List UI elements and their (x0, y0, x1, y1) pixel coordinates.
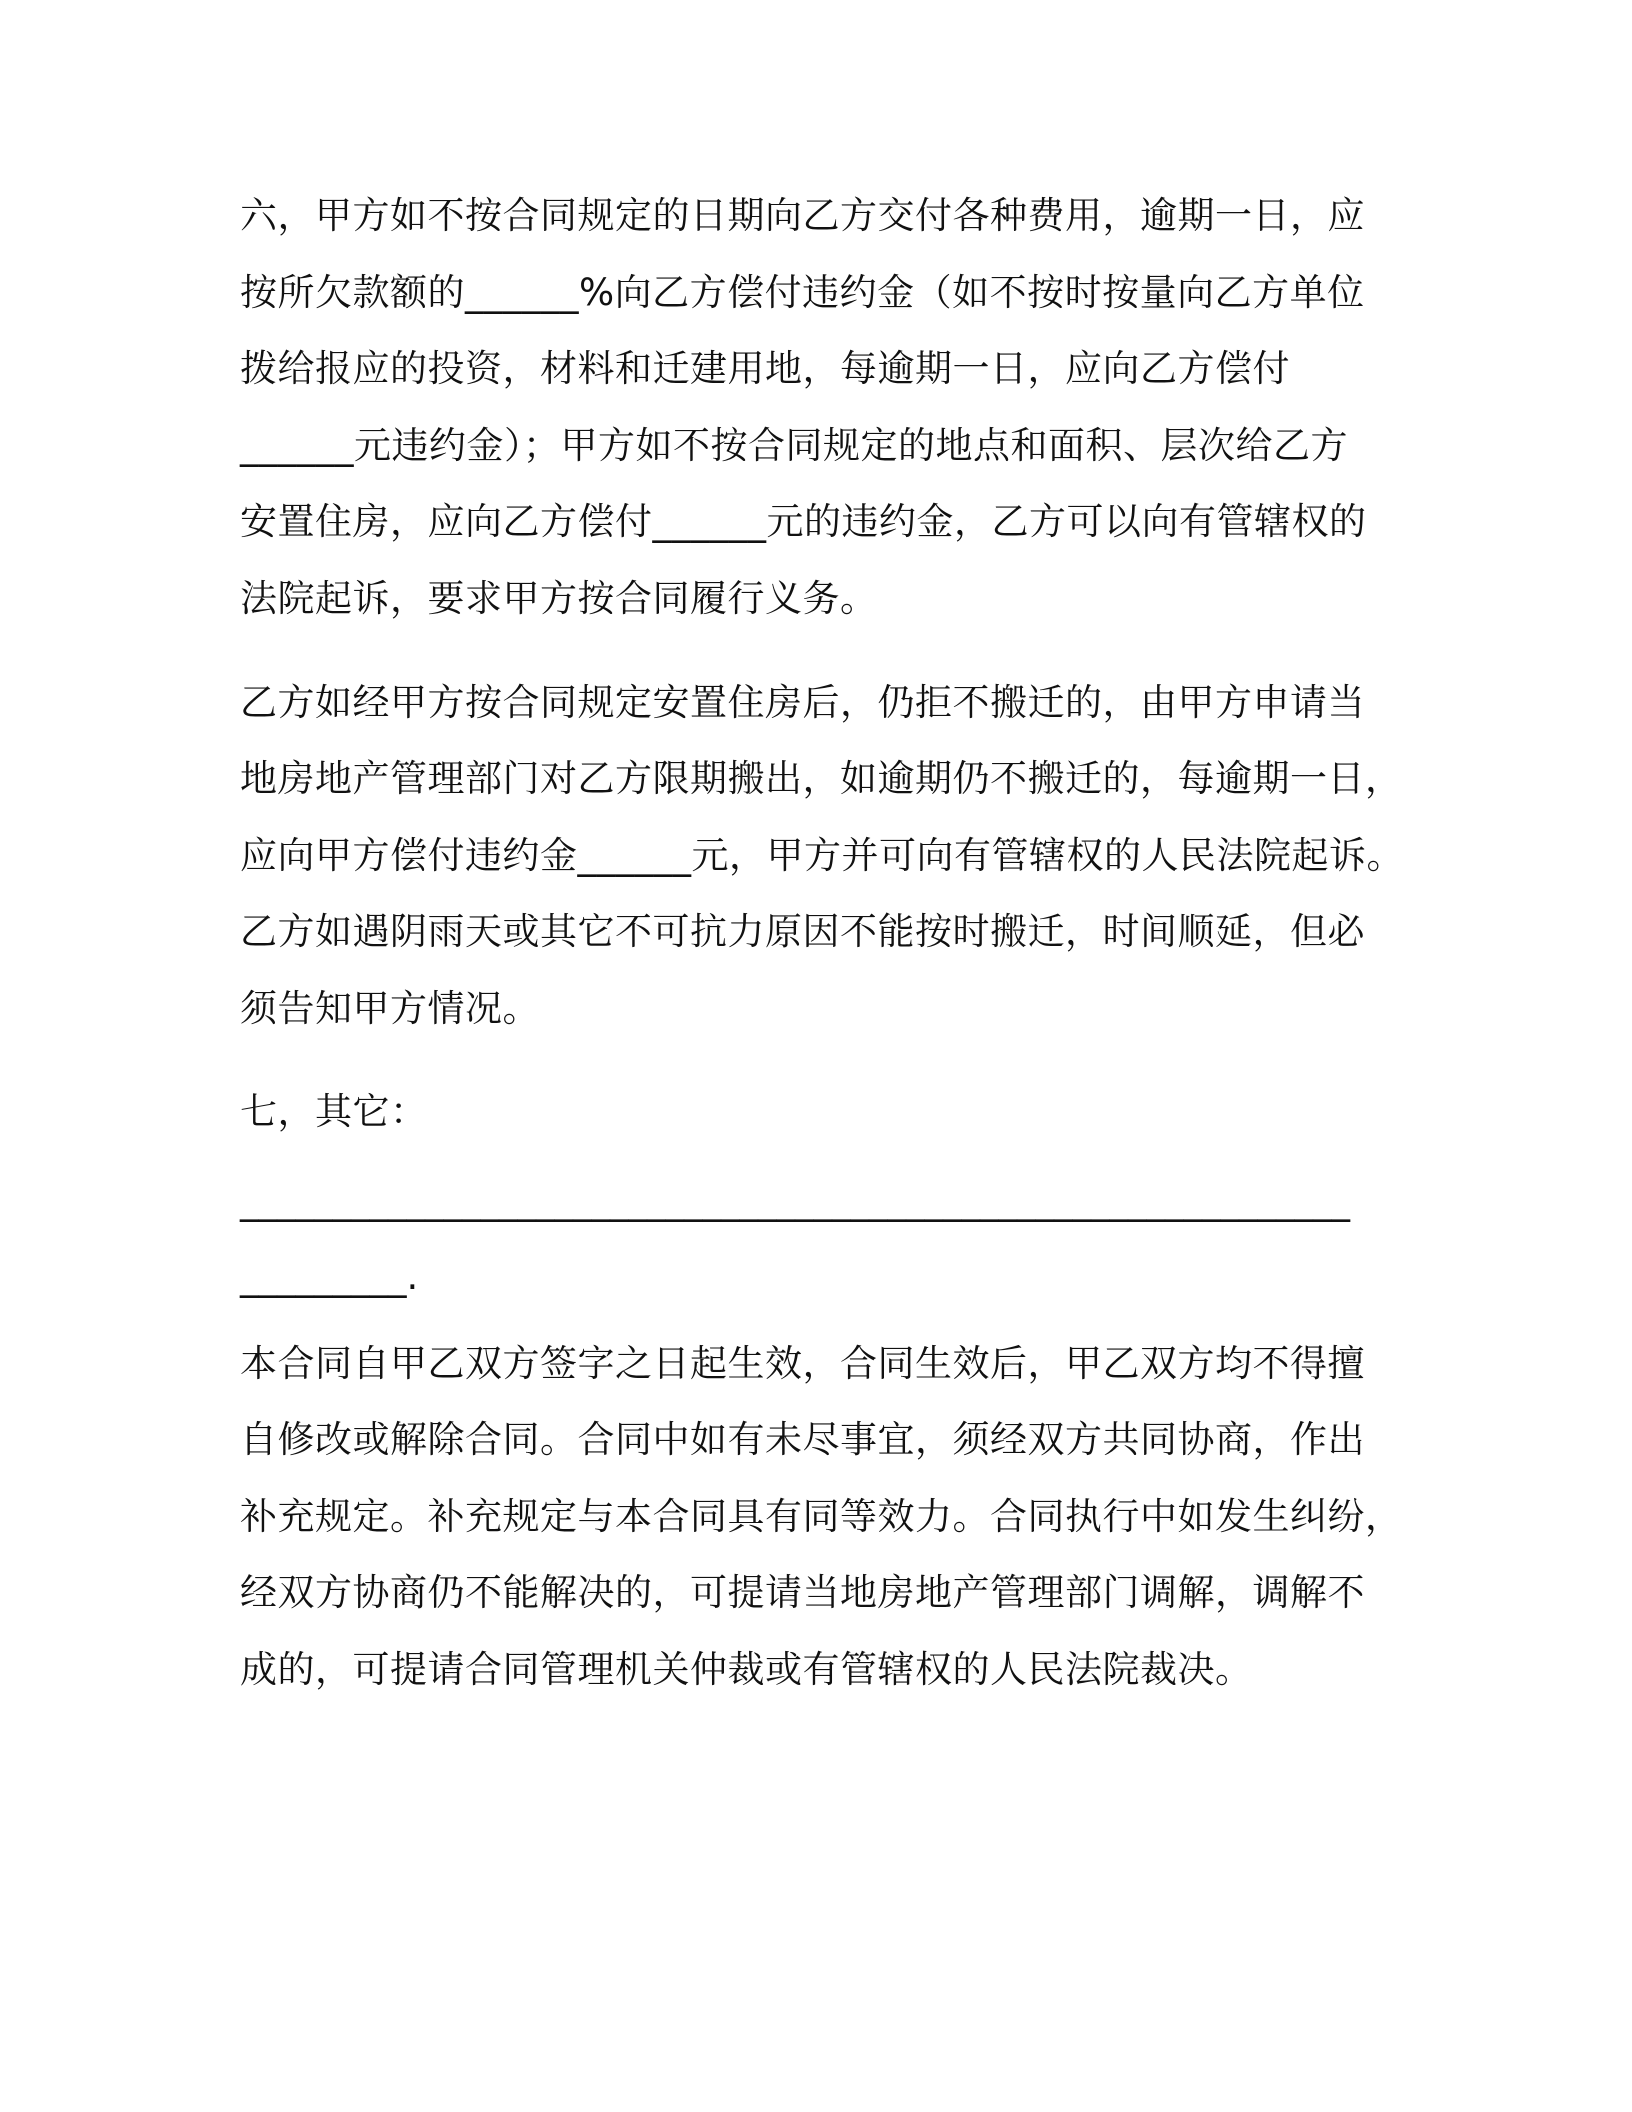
party-b-line-4: 乙方如遇阴雨天或其它不可抗力原因不能按时搬迁，时间顺延，但必 (240, 910, 1365, 953)
section7-blank-line-2: _________. (240, 1255, 419, 1298)
section6-line-1: 六，甲方如不按合同规定的日期向乙方交付各种费用，逾期一日，应 (240, 194, 1365, 237)
party-b-line-1: 乙方如经甲方按合同规定安置住房后，仍拒不搬迁的，由甲方申请当 (240, 681, 1365, 724)
party-b-line-3: 应向甲方偿付违约金______元，甲方并可向有管辖权的人民法院起诉。 (240, 834, 1404, 877)
closing-line-5: 成的，可提请合同管理机关仲裁或有管辖权的人民法院裁决。 (240, 1648, 1253, 1691)
section6-line-2: 按所欠款额的______%向乙方偿付违约金（如不按时按量向乙方单位 (240, 271, 1365, 314)
closing-line-1: 本合同自甲乙双方签字之日起生效，合同生效后，甲乙双方均不得擅 (240, 1342, 1365, 1385)
section6-line-4: ______元违约金）；甲方如不按合同规定的地点和面积、层次给乙方 (240, 424, 1348, 467)
party-b-line-2: 地房地产管理部门对乙方限期搬出，如逾期仍不搬迁的，每逾期一日， (240, 757, 1403, 800)
closing-line-2: 自修改或解除合同。合同中如有未尽事宜，须经双方共同协商，作出 (240, 1418, 1365, 1461)
closing-line-4: 经双方协商仍不能解决的，可提请当地房地产管理部门调解，调解不 (240, 1571, 1365, 1614)
section6-line-3: 拨给报应的投资，材料和迁建用地，每逾期一日，应向乙方偿付 (240, 347, 1290, 390)
section7-blank-line-1: ____________________________________________________________ (240, 1179, 1350, 1222)
section6-line-5: 安置住房，应向乙方偿付______元的违约金，乙方可以向有管辖权的 (240, 500, 1367, 543)
closing-line-3: 补充规定。补充规定与本合同具有同等效力。合同执行中如发生纠纷， (240, 1495, 1403, 1538)
party-b-line-5: 须告知甲方情况。 (240, 987, 540, 1030)
section7-heading: 七，其它： (240, 1090, 428, 1133)
section6-line-6: 法院起诉，要求甲方按合同履行义务。 (240, 577, 878, 620)
